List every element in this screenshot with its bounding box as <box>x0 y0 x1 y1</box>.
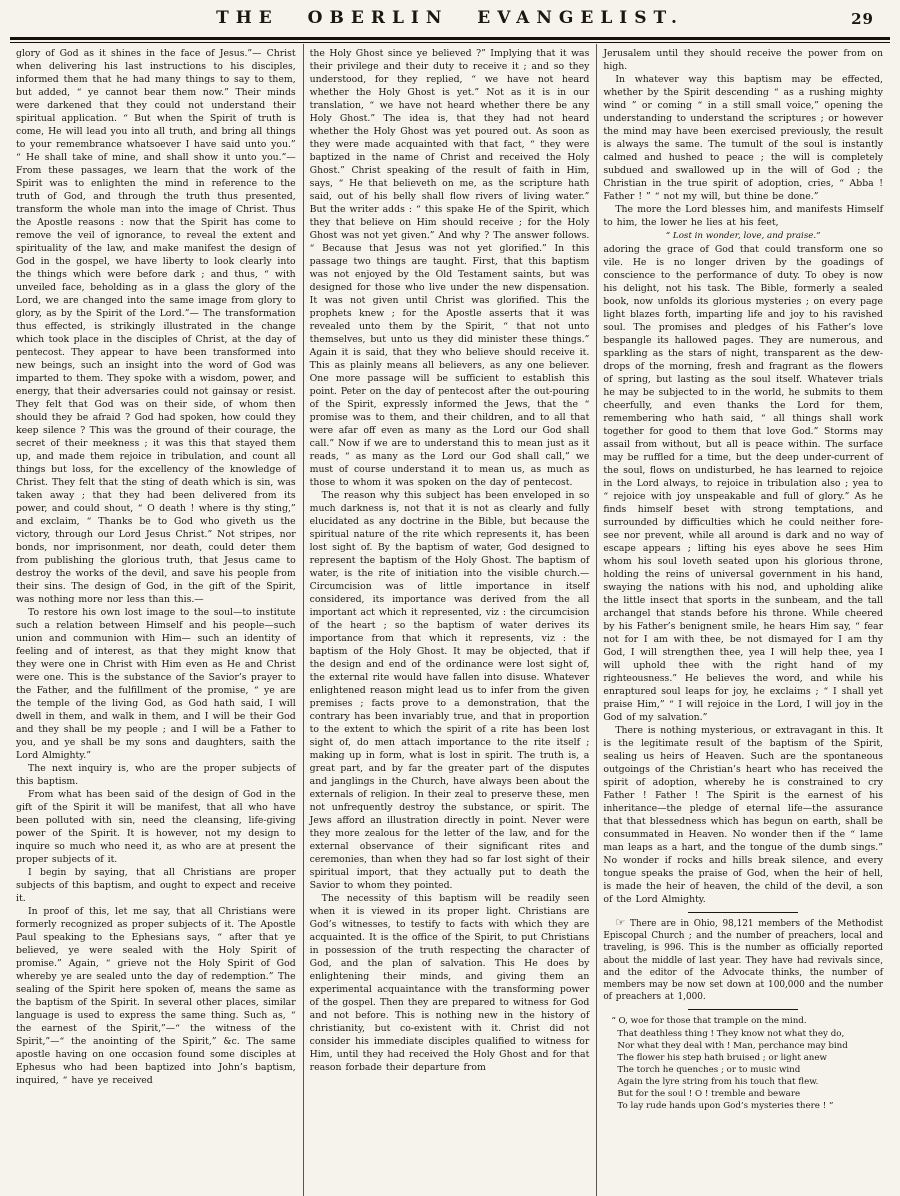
paragraph: There is nothing mysterious, or extravagant in this. It is the legitimate result of the baptism of the Spirit, sealing us heirs of Heaven. Such are the spontaneous outgoings of the Christian’s heart who has received the spirit of adoption, whereby he is constrained to cry Father ! Father ! The Spirit is the earnest of his inheritance—the pledge of eternal life—the assurance that that blessedness which has begun on earth, shall be consummated in Heaven. No wonder then if the “ lame man leaps as a hart, and the tongue of the dumb sings.” No wonder if rocks and hills break silence, and every tongue speaks the praise of God, when the heir of hell, is made the heir of heaven, the child of the devil, a son of the Lord Almighty. <box>603 725 884 905</box>
section-divider <box>688 1009 798 1010</box>
poem-line: That deathless thing ! They know not what they do, <box>617 1028 845 1039</box>
news-item <box>603 918 883 1003</box>
closing-poem <box>603 1015 883 1112</box>
news-item-text: There are in Ohio, 98,121 members of the Methodist Episcopal Church ; and the number of preachers, local and traveling, is 996. This is the number as officially reported about the middle of last year. They have had revivals since, and the editor of the Advocate thinks, the number of members may be now set down at 100,000 and the number of preachers at 1,000. <box>603 919 884 1003</box>
header-rule <box>10 37 890 43</box>
paragraph: From what has been said of the design of God in the gift of the Spirit it will be manifest, that all who have been polluted with sin, need the cleansing, life-giving power of the Spirit. It is however, not my design to inquire so much who need it, as who are at present the proper subjects of it. <box>16 789 296 865</box>
hymn-quote: “ Lost in wonder, love, and praise.” <box>665 231 821 241</box>
poem-line: The flower his step hath bruised ; or light anew <box>617 1052 827 1063</box>
paragraph: The reason why this subject has been enveloped in so much darkness is, not that it is not as clearly and fully elucidated as any doctrine in the Bible, but because the spiritual nature of the rite which represents it, has been lost sight of. By the baptism of water, God designed to represent the baptism of the Holy Ghost. The baptism of water, is the rite of initiation into the visible church.— Circumcision was of little importance in itself considered, its importance was derived from the all important act which it represented, viz : the circumcision of the heart ; so the baptism of water derives its importance from that which it represents, viz : the baptism of the Holy Ghost. It may be objected, that if the design and end of the ordinance were lost sight of, the external rite would have fallen into disuse. Whatever enlightened reason might lead us to infer from the given premises ; facts prove to a demonstration, that the contrary has been invariably true, and that in proportion to the extent to which the spirit of a rite has been lost sight of, do men attach importance to the rite itself ; making up in form, what is lost in spirit. The truth is, a great part, and by far the greater part of the disputes and janglings in the Church, have always been about the externals of religion. In their zeal to preserve these, men not unfrequently destroy the substance, or spirit. The Jews afford an illustration directly in point. Never were they more zealous for the letter of the law, and for the external observance of their significant rites and ceremonies, than when they had so far lost sight of their spiritual import, that they actually put to death the Savior to whom they pointed. <box>309 490 590 891</box>
paragraph: Jerusalem until they should receive the power from on high. <box>603 48 884 72</box>
paragraph: The more the Lord blesses him, and manifests Himself to him, the lower he lies at his feet, <box>603 204 884 228</box>
poem-line: Again the lyre string from his touch that flew. <box>617 1076 819 1087</box>
paragraph: the Holy Ghost since ye believed ?” Implying that it was their privilege and their duty to receive it ; and so they understood, for they replied, “ we have not heard whether the Holy Ghost is yet.” Not as it is in our translation, “ we have not heard whether there be any Holy Ghost.” The idea is, that they had not heard whether the Holy Ghost was yet poured out. As soon as they were made acquainted with that fact, “ they were baptized in the name of Christ and received the Holy Ghost.” Christ speaking of the result of faith in Him, says, “ He that believeth on me, as the scripture hath said, out of his belly shall flow rivers of living water.” But the writer adds : “ this spake He of the Spirit, which they that believe on Him should receive ; for the Holy Ghost was not yet given.” And why ? The answer follows. “ Because that Jesus was not yet glorified.” In this passage two things are taught. First, that this baptism was not enjoyed by the Old Testament saints, but was designed for those who live under the new dispensation. It was not given until Christ was glorified. This the prophets knew ; for the Apostle asserts that it was revealed unto them by the Spirit, “ that not unto themselves, but unto us they did minister these things.” Again it is said, that they who believe should receive it. This as plainly means all believers, as any one believer. One more passage will be sufficient to establish this point. Peter on the day of pentecost after the out-pouring of the Spirit, expressly informed the Jews, that the “ promise was to them, and their children, and to all that were afar off even as many as the Lord our God shall call.” Now if we are to understand this to mean just as it reads, “ as many as the Lord our God shall call,” we must of course understand it to mean us, as much as those to whom it was spoken on the day of pentecost. <box>309 48 590 488</box>
paragraph: In whatever way this baptism may be effected, whether by the Spirit descending “ as a rushing mighty wind ” or coming “ in a still small voice,” opening the understanding to understand the scriptures ; or however the mind may have been exercised previously, the result is always the same. The tumult of the soul is instantly calmed and hushed to peace ; the will is completely subdued and swallowed up in the will of God ; the Christian in the true spirit of adoption, cries, “ Abba ! Father ! ” “ not my will, but thine be done.” <box>603 74 884 202</box>
paragraph: The necessity of this baptism will be readily seen when it is viewed in its proper light. Christians are God’s witnesses, to testify to facts with which they are acquainted. It is the office of the Spirit, to put Christians in possession of the truth respecting the character of God, and the plan of salvation. This He does by enlightening their minds, and giving them an experimental acquaintance with the transforming power of the gospel. Then they are prepared to witness for God and not before. This is nothing new in the history of christianity, but co-existent with it. Christ did not consider his immediate disciples qualified to witness for Him, until they had received the Holy Ghost and for that reason forbade their departure from <box>309 893 590 1073</box>
paragraph: I begin by saying, that all Christians are proper subjects of this baptism, and ought to expect and receive it. <box>16 867 296 904</box>
poem-line: The torch he quenches ; or to music wind <box>617 1064 801 1075</box>
page-number: 29 <box>851 10 874 28</box>
paragraph: The next inquiry is, who are the proper subjects of this baptism. <box>16 763 296 787</box>
section-divider <box>688 912 798 913</box>
paragraph: glory of God as it shines in the face of Jesus.”— Christ when delivering his last instructions to his disciples, informed them that he had many things to say to them, but added, “ ye cannot bear them now.” Their minds were darkened that they could not understand their spiritual application. “ But when the Spirit of truth is come, He will lead you into all truth, and bring all things to your remembrance whatsoever I have said unto you.” “ He shall take of mine, and shall show it unto you.”— From these passages, we learn that the work of the Spirit was to enlighten the mind in reference to the truth of God, and through the truth thus presented, transform the whole man into the image of Christ. Thus the Apostle reasons : now that the Spirit has come to remove the veil of ignorance, to reveal the extent and spirituality of the law, and make manifest the design of God in the gospel, we have liberty to look clearly into the things which were before dark ; and thus, “ with unveiled face, beholding as in a glass the glory of the Lord, we are changed into the same image from glory to glory, as by the Spirit of the Lord.”— The transformation thus effected, is strikingly illustrated in the change which took place in the disciples of Christ, at the day of pentecost. They appear to have been transformed into new beings, such an insight into the word of God was imparted to them. They spoke with a wisdom, power, and energy, that their adversaries could not gainsay or resist. They felt that God was on their side, of whom then should they be afraid ? God had spoken, how could they keep silence ? This was the ground of their courage, the secret of their meekness ; it was this that stayed them up, and made them rejoice in tribulation, and count all things but loss, for the excellency of the knowledge of Christ. They felt that the sting of death which is sin, was taken away ; that they had been delivered from its power, and could shout, “ O death ! where is thy sting,” and exclaim, “ Thanks be to God who giveth us the victory, through our Lord Jesus Christ.” Not stripes, nor bonds, nor imprisonment, nor death, could deter them from publishing the glorious truth, that Jesus came to destroy the works of the devil, and save his people from their sins. The design of God, in the gift of the Spirit, was nothing more nor less than this.— <box>16 48 296 605</box>
newspaper-title: THE OBERLIN EVANGELIST. <box>216 8 684 28</box>
poem-line: Nor what they deal with ! Man, perchance may bind <box>617 1040 848 1051</box>
paragraph: In proof of this, let me say, that all Christians were formerly recognized as proper subjects of it. The Apostle Paul speaking to the Ephesians says, “ after that ye believed, ye were sealed with the Holy Spirit of promise.” Again, “ grieve not the Holy Spirit of God whereby ye are sealed unto the day of redemption.” The sealing of the Spirit here spoken of, means the same as the baptism of the Spirit. In several other places, similar language is used to express the same thing. Such as, “ the earnest of the Spirit,”—“ the witness of the Spirit,”—“ the anointing of the Spirit,” &c. The same apostle having on one occasion found some disciples at Ephesus who had been baptized into John’s baptism, inquired, “ have ye received <box>16 906 296 1086</box>
column-3 <box>596 44 890 1196</box>
column-1 <box>10 44 303 1196</box>
column-2 <box>303 44 597 1196</box>
paragraph: To restore his own lost image to the soul—to institute such a relation between Himself and his people—such union and communion with Him— such an identity of feeling and of interest, as that they might know that they were one in Christ with Him even as He and Christ were one. This is the substance of the Savior’s prayer to the Father, and the fulfillment of the promise, “ ye are the temple of the living God, as God hath said, I will dwell in them, and walk in them, and I will be their God and they shall be my people ; and I will be a Father to you, and ye shall be my sons and daughters, saith the Lord Almighty.” <box>16 607 296 761</box>
paragraph: adoring the grace of God that could transform one so vile. He is no longer driven by the goadings of conscience to the performance of duty. To obey is now his delight, not his task. The Bible, formerly a sealed book, now unfolds its glorious mysteries ; on every page light blazes forth, imparting life and joy to his ravished soul. The promises and pledges of his Father’s love bespangle its hallowed pages. They are numerous, and sparkling as the stars of night, transparent as the dew-drops of the morning, fresh and fragrant as the flowers of spring, but lasting as the soul itself. Whatever trials he may be subjected to in the world, he submits to them cheerfully, and even thanks the Lord for them, remembering who hath said, “ all things shall work together for good to them that love God.” Storms may assail from without, but all is peace within. The surface may be ruffled for a time, but the deep under-current of the soul, flows on undisturbed, he has learned to rejoice in the Lord always, to rejoice in tribulation also ; yea to “ rejoice with joy unspeakable and full of glory.” As he finds himself beset with strong temptations, and surrounded by difficulties which he could neither fore-see nor prevent, while all around is dark and no way of escape appears ; lifting his eyes above he sees Him whom his soul loveth seated upon his glorious throne, holding the reins of universal government in his hand, swaying the nations with his nod, and upholding alike the little insect that sports in the sunbeam, and the tall archangel that stands before his throne. While cheered by his Father’s benignent smile, he hears Him say, “ fear not for I am with thee, be not dismayed for I am thy God, I will strengthen thee, yea I will help thee, yea I will uphold thee with the right hand of my righteousness.” He believes the word, and while his enraptured soul leaps for joy, he exclaims ; “ I shall yet praise Him,” “ I will rejoice in the Lord, I will joy in the God of my salvation.” <box>603 244 884 723</box>
masthead <box>10 8 890 35</box>
poem-line: But for the soul ! O ! tremble and beware <box>617 1088 801 1099</box>
poem-line: To lay rude hands upon God’s mysteries there ! ” <box>617 1101 834 1112</box>
article-columns <box>10 44 890 1196</box>
manicule-icon: ☞ <box>615 916 626 929</box>
poem-line: “ O, woe for those that trample on the mind. <box>611 1016 807 1027</box>
